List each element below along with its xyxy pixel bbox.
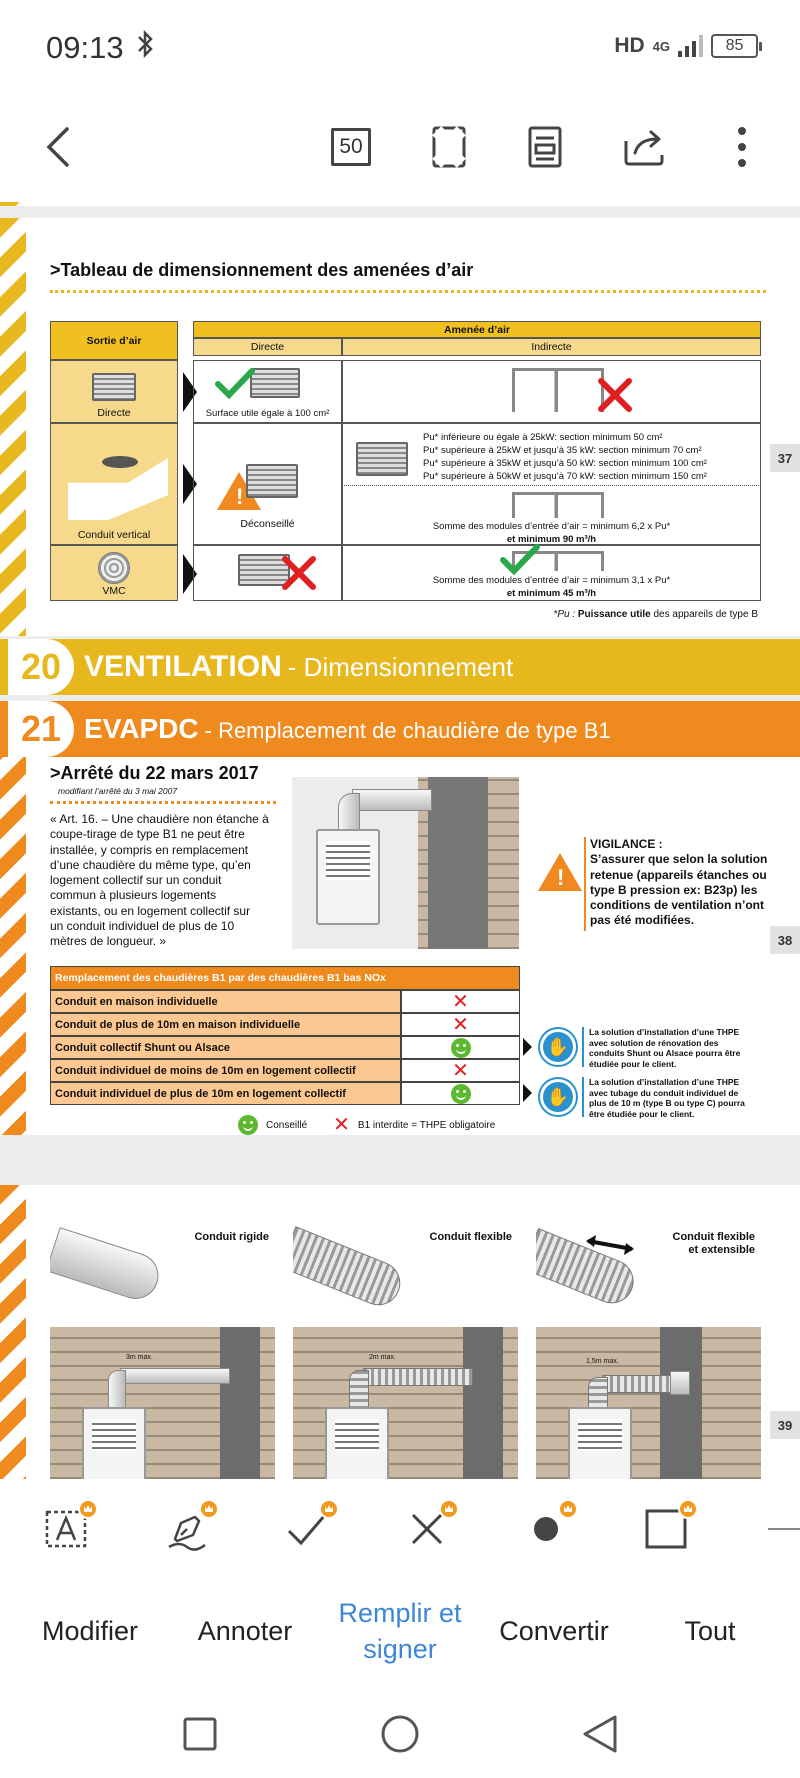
banner-number: 21 <box>8 701 74 757</box>
vertical-duct-icon <box>102 456 138 468</box>
tab-convertir[interactable]: Convertir <box>499 1616 609 1646</box>
flexible-pipe <box>349 1370 369 1410</box>
row-label-conduit-text: Conduit vertical <box>77 529 151 541</box>
banner-ventilation <box>0 639 800 695</box>
tab-remplir-line-a: Remplir et <box>338 1598 462 1628</box>
cross-icon: ✕ <box>452 1059 469 1082</box>
page-37 <box>0 218 800 636</box>
quote-line: commun à plusieurs logements <box>50 888 217 903</box>
wall-shaft <box>463 1327 503 1479</box>
cross-icon <box>280 554 318 592</box>
cross-icon: ✕ <box>333 1114 350 1135</box>
footnote <box>553 608 758 621</box>
b1-row-label: Conduit de plus de 10m en maison individuelle <box>50 1013 401 1036</box>
note-line: conduits Shunt ou Alsace pourra être <box>589 1048 741 1059</box>
vigilance-line: VIGILANCE : <box>590 837 663 851</box>
note-line: La solution d’installation d’une THPE <box>589 1027 740 1037</box>
premium-badge-icon <box>199 1499 219 1519</box>
page-count: 50 <box>331 128 371 166</box>
banner-subtitle: - Remplacement de chaudière de type B1 <box>204 718 611 743</box>
cross-icon: ✕ <box>452 1013 469 1036</box>
tab-modifier[interactable]: Modifier <box>41 1616 139 1646</box>
share-icon[interactable] <box>615 117 675 177</box>
back-nav-icon[interactable] <box>570 1706 630 1762</box>
vigilance-rule <box>584 837 586 931</box>
b1-row-mark <box>401 1059 520 1082</box>
note-rule <box>582 1077 584 1117</box>
hd-indicator: HD <box>614 34 645 57</box>
rectangle-tool[interactable] <box>636 1501 696 1557</box>
note-1 <box>589 1027 779 1069</box>
page-number: 38 <box>770 926 800 954</box>
vigilance-text <box>590 837 780 929</box>
network-type: 4G <box>652 38 670 54</box>
banner-title-text: VENTILATION <box>84 650 282 683</box>
tool-palette <box>0 1479 800 1576</box>
battery-icon <box>711 34 758 58</box>
header-directe: Directe <box>193 338 342 356</box>
check-icon <box>500 544 540 576</box>
conduit-flexible-photo <box>293 1225 518 1479</box>
row-arrow <box>523 1038 532 1056</box>
grille-icon <box>250 368 300 398</box>
dot-tool[interactable] <box>516 1501 576 1557</box>
banner-title <box>84 650 513 684</box>
status-time: 09:13 <box>46 30 124 65</box>
note-line: avec solution de rénovation des <box>589 1037 719 1048</box>
check-tool[interactable] <box>277 1501 337 1557</box>
quote-line: d’une chaudière du même type, qu’en <box>50 857 251 872</box>
document-viewport[interactable] <box>0 202 800 1479</box>
dotted-rule <box>50 801 276 804</box>
somme-1-text <box>346 520 757 546</box>
premium-badge-icon <box>78 1499 98 1519</box>
b1-row-label: Conduit collectif Shunt ou Alsace <box>50 1036 401 1059</box>
bottom-tabs <box>0 1576 800 1686</box>
pu-line: Pu* supérieure à 25kW et jusqu’à 35 kW: section minimum 70 cm² <box>423 445 702 456</box>
flexible-pipe <box>363 1368 473 1386</box>
footnote-a: *Pu : <box>553 609 578 620</box>
section-title: >Tableau de dimensionnement des amenées d’air <box>50 260 474 280</box>
cross-tool[interactable] <box>397 1501 457 1557</box>
back-icon[interactable] <box>28 117 88 177</box>
status-indicators <box>614 34 758 58</box>
pu-line: Pu* supérieure à 35kW et jusqu’à 50 kW: section minimum 100 cm² <box>423 458 707 469</box>
flue-pipe <box>338 793 360 833</box>
home-icon[interactable] <box>370 1706 430 1762</box>
arrete-subtitle: modifiant l’arrêté du 3 mai 2007 <box>58 786 178 796</box>
note-line: étudiée pour le client. <box>589 1058 677 1069</box>
smiley-icon <box>451 1038 471 1058</box>
note-line: plus de 10 m (type B ou type C) pourra <box>589 1098 745 1109</box>
hand-badge-icon: ✋ <box>540 1029 576 1065</box>
pu-list <box>423 431 759 483</box>
page-stripe <box>0 1185 26 1479</box>
warning-icon: ! <box>538 853 582 891</box>
flexible-pipe <box>293 1226 407 1312</box>
vigilance-line: type B pression ex: B23p) les <box>590 882 758 897</box>
premium-badge-icon <box>439 1499 459 1519</box>
row-arrow <box>523 1084 532 1102</box>
quote-line: mètres de longueur. » <box>50 934 167 949</box>
vmc-icon <box>98 552 130 584</box>
page-stripe <box>0 202 26 206</box>
vigilance-line: retenue (appareils étanches ou <box>590 867 767 882</box>
page-stripe <box>0 218 26 636</box>
b1-row-label: Conduit individuel de moins de 10m en logement collectif <box>50 1059 401 1082</box>
b1-row-mark <box>401 1013 520 1036</box>
text-field-tool[interactable] <box>36 1501 96 1557</box>
status-bar <box>0 0 800 95</box>
vigilance-line: pas été modifiées. <box>590 913 695 928</box>
battery-level: 85 <box>725 37 744 54</box>
line-icon <box>760 1524 800 1534</box>
grille-icon <box>246 464 298 498</box>
cross-icon: ✕ <box>452 990 469 1013</box>
fullscreen-icon[interactable] <box>419 117 479 177</box>
deconseille-text: Déconseillé <box>240 518 295 530</box>
somme-1-line-a: Somme des modules d’entrée d’air = minimum 6,2 x Pu* <box>432 521 671 532</box>
conduit-extensible-photo <box>536 1225 761 1479</box>
header-sortie: Sortie d’air <box>50 321 178 360</box>
label-extensible <box>673 1231 756 1257</box>
double-arrow-icon <box>584 1233 636 1257</box>
page-number: 39 <box>770 1411 800 1439</box>
bluetooth-icon <box>136 30 154 65</box>
recents-icon[interactable] <box>170 1706 230 1762</box>
banner-evapdc <box>0 701 800 757</box>
b1-row-label: Conduit individuel de plus de 10m en logement collectif <box>50 1082 401 1105</box>
quote-line: coupe-tirage de type B1 ne peut être <box>50 827 245 842</box>
rigid-pipe <box>120 1368 230 1384</box>
somme-1-line-b: et minimum 90 m³/h <box>506 534 597 545</box>
note-rule <box>582 1027 584 1067</box>
arrete-title: >Arrêté du 22 mars 2017 <box>50 763 259 783</box>
banner-title <box>84 713 611 745</box>
flue-pipe <box>352 789 432 811</box>
label-flexible: Conduit flexible <box>429 1231 512 1243</box>
somme-2-text <box>346 574 757 600</box>
surface-utile-text: Surface utile égale à 100 cm² <box>205 408 330 419</box>
dotted-rule <box>50 290 766 293</box>
note-line: avec tubage du conduit individuel de <box>589 1087 739 1098</box>
boiler-photo <box>292 777 519 949</box>
quote-line: existants, ou en logement collectif sur <box>50 903 251 918</box>
smiley-icon <box>451 1084 471 1104</box>
max-label: 1,5m max. <box>586 1358 619 1365</box>
boiler-icon <box>82 1407 146 1479</box>
max-label: 2m max. <box>369 1354 396 1361</box>
banner-subtitle: - Dimensionnement <box>287 652 514 682</box>
flexible-pipe <box>602 1375 672 1393</box>
warning-icon: ! <box>217 472 261 510</box>
conduit-rigide-photo <box>50 1225 275 1479</box>
smiley-icon <box>238 1115 258 1135</box>
pu-line: Pu* inférieure ou égale à 25kW: section minimum 50 cm² <box>423 432 663 443</box>
quote-line: « Art. 16. – Une chaudière non étanche à <box>50 812 269 826</box>
boiler-icon <box>316 829 380 925</box>
boiler-icon <box>325 1407 389 1479</box>
footnote-c: des appareils de type B <box>650 609 758 620</box>
arrete-quote <box>50 812 280 950</box>
label-extensible-b: et extensible <box>688 1244 755 1256</box>
header-indirecte: Indirecte <box>342 338 761 356</box>
label-rigide: Conduit rigide <box>194 1231 269 1243</box>
quote-line: logement collectif sur un conduit <box>50 873 222 888</box>
b1-row-mark <box>401 1082 520 1105</box>
page-number: 37 <box>770 444 800 472</box>
page-36-fragment <box>0 202 800 206</box>
check-icon <box>215 368 255 400</box>
footnote-b: Puissance utile <box>577 609 651 620</box>
page-stripe <box>0 701 26 1135</box>
window-icon <box>512 492 604 518</box>
note-line: être étudiée pour le client. <box>589 1108 695 1119</box>
max-label: 3m max. <box>126 1354 153 1361</box>
quote-line: un conduit individuel de plus de 10 <box>50 919 235 934</box>
b1-row-label: Conduit en maison individuelle <box>50 990 401 1013</box>
window-icon <box>512 368 604 412</box>
note-line: La solution d’installation d’une THPE <box>589 1077 740 1087</box>
b1-row-mark <box>401 990 520 1013</box>
line-tool[interactable] <box>760 1501 800 1557</box>
vigilance-line: conditions de ventilation n’ont <box>590 898 764 913</box>
wall-shaft <box>220 1327 260 1479</box>
page-count-button[interactable] <box>321 117 381 177</box>
pu-line: Pu* supérieure à 50kW et jusqu’à 70 kW: section minimum 150 cm² <box>423 471 707 482</box>
cross-icon <box>596 376 634 414</box>
grille-icon <box>356 442 408 476</box>
flexible-pipe <box>588 1377 608 1411</box>
page-38 <box>0 701 800 1135</box>
b1-row-mark <box>401 1036 520 1059</box>
tab-remplir-signer[interactable] <box>320 1576 480 1686</box>
rigid-pipe <box>50 1227 164 1305</box>
b1-table-header: Remplacement des chaudières B1 par des chaudières B1 bas NOx <box>50 966 520 990</box>
wall-shaft <box>660 1327 702 1479</box>
vigilance-line: S’assurer que selon la solution <box>590 852 768 867</box>
banner-title-text: EVAPDC <box>84 713 199 744</box>
page-view-icon[interactable] <box>515 117 575 177</box>
signature-tool[interactable] <box>157 1501 217 1557</box>
somme-2-line-b: et minimum 45 m³/h <box>506 588 597 599</box>
premium-badge-icon <box>319 1499 339 1519</box>
grille-icon <box>92 373 136 401</box>
wall-shaft <box>428 777 488 949</box>
b1-legend <box>238 1115 495 1135</box>
wall-sleeve <box>670 1371 690 1395</box>
system-nav-bar <box>0 1686 800 1778</box>
premium-badge-icon <box>558 1499 578 1519</box>
label-extensible-a: Conduit flexible <box>672 1231 755 1243</box>
banner-number: 20 <box>8 639 74 695</box>
tab-annoter[interactable]: Annoter <box>197 1616 293 1646</box>
more-menu-icon[interactable] <box>712 117 772 177</box>
signal-icon <box>678 35 703 57</box>
boiler-icon <box>568 1407 632 1479</box>
page-39 <box>0 1185 800 1479</box>
rigid-pipe <box>108 1370 126 1410</box>
premium-badge-icon <box>678 1499 698 1519</box>
row-label-vmc-text: VMC <box>102 585 126 597</box>
quote-line: installée, y compris en remplacement <box>50 842 249 857</box>
note-2 <box>589 1077 779 1119</box>
somme-2-line-a: Somme des modules d’entrée d’air = minimum 3,1 x Pu* <box>432 575 671 586</box>
tab-remplir-line-b: signer <box>363 1634 437 1664</box>
app-toolbar <box>0 95 800 202</box>
tab-tout[interactable]: Tout <box>684 1616 736 1646</box>
hand-badge-icon: ✋ <box>540 1079 576 1115</box>
dot-icon <box>531 1514 561 1544</box>
legend-conseille: Conseillé <box>266 1119 308 1131</box>
row-label-directe-text: Directe <box>97 407 131 419</box>
header-amenee: Amenée d’air <box>193 321 761 338</box>
legend-interdit: B1 interdite = THPE obligatoire <box>357 1119 496 1131</box>
